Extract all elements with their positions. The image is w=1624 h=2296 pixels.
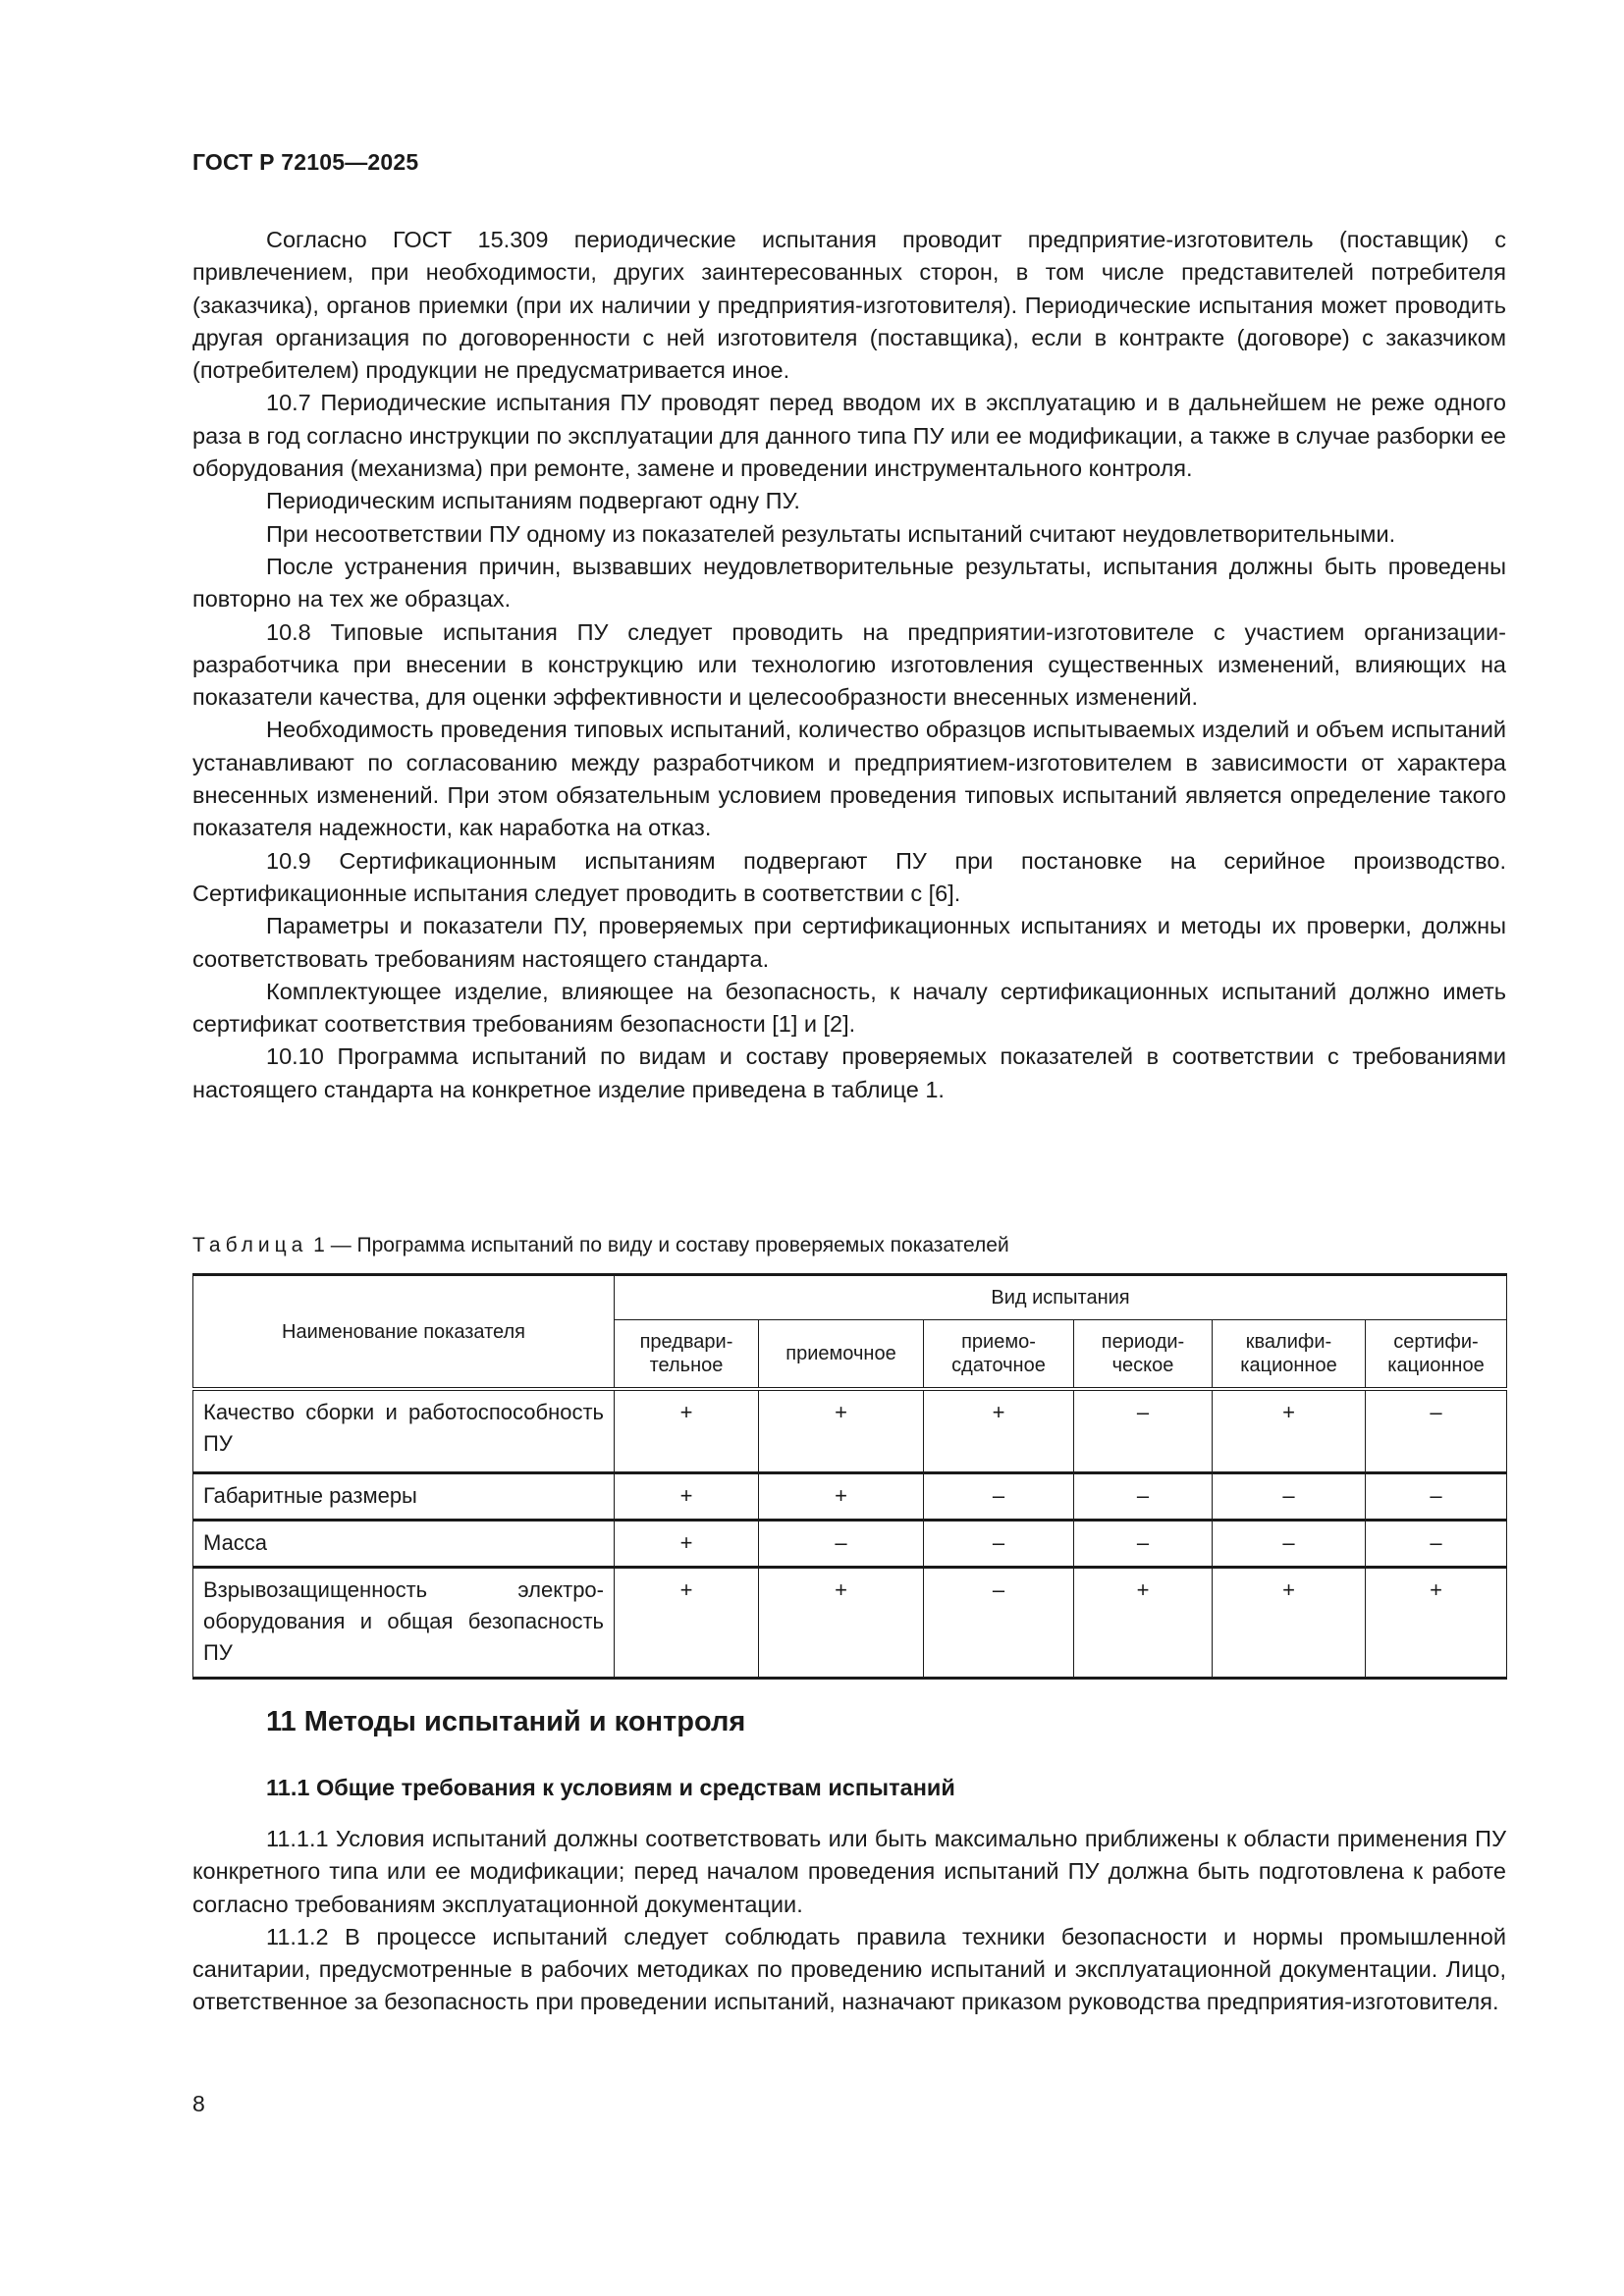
cell: +	[615, 1567, 759, 1678]
cell: +	[615, 1472, 759, 1520]
table-row	[193, 1567, 1507, 1678]
row-name: Габаритные размеры	[193, 1472, 615, 1520]
cell: +	[615, 1389, 759, 1472]
cell: +	[1213, 1567, 1366, 1678]
document-id-header: ГОСТ Р 72105—2025	[192, 149, 419, 175]
column-header: предварительное	[615, 1320, 759, 1390]
column-header: сертификационное	[1366, 1320, 1507, 1390]
cell: –	[1366, 1472, 1507, 1520]
row-name: Масса	[193, 1520, 615, 1567]
table-row	[193, 1520, 1507, 1567]
paragraph: При несоответствии ПУ одному из показателей результаты испытаний считают неудовлетворительными.	[266, 520, 1396, 547]
paragraph-10-10: 10.10 Программа испытаний по видам и составу проверяемых показателей в соответствии с требованиями настоящего стандарта на конкретное изделие приведена в таблице 1.	[192, 1043, 1506, 1102]
table-caption	[192, 1234, 1009, 1257]
cell: +	[759, 1567, 924, 1678]
paragraph: Комплектующее изделие, влияющее на безопасность, к началу сертификационных испытаний должно иметь сертификат соответствия требованиям безопасности [1] и [2].	[192, 978, 1506, 1038]
paragraph-10-7: 10.7 Периодические испытания ПУ проводят перед вводом их в эксплуатацию и в дальнейшем не реже одного раза в год согласно инструкции по эксплуатации для данного типа ПУ или ее модификации, а также в случае разборки ее оборудования (механизма) при ремонте, замене и проведении инструментального контроля.	[192, 390, 1506, 482]
table-row	[193, 1472, 1507, 1520]
paragraph-11-1-2: 11.1.2 В процессе испытаний следует соблюдать правила техники безопасности и нормы промышленной санитарии, предусмотренные в рабочих методиках по проведению испытаний и эксплуатационной документации. Лицо, ответственное за безопасность при проведении испытаний, назначают приказом руководства предприятия-изготовителя.	[192, 1923, 1506, 2015]
row-name: Взрывозащищенность электрооборудования и общая безопасность ПУ	[193, 1567, 615, 1678]
cell: –	[1213, 1520, 1366, 1567]
cell: –	[759, 1520, 924, 1567]
cell: +	[924, 1389, 1074, 1472]
cell: +	[1366, 1567, 1507, 1678]
section-heading-11: 11 Методы испытаний и контроля	[266, 1706, 746, 1737]
cell: –	[1213, 1472, 1366, 1520]
cell: –	[924, 1472, 1074, 1520]
paragraph: После устранения причин, вызвавших неудовлетворительные результаты, испытания должны быть проведены повторно на тех же образцах.	[192, 553, 1506, 613]
body-text	[192, 224, 1506, 1106]
section-11-body	[192, 1823, 1506, 2019]
cell: –	[1366, 1389, 1507, 1472]
column-header-name: Наименование показателя	[193, 1275, 615, 1390]
cell: –	[924, 1520, 1074, 1567]
row-name: Качество сборки и работоспособность ПУ	[193, 1389, 615, 1472]
subsection-heading-11-1: 11.1 Общие требования к условиям и средствам испытаний	[266, 1775, 955, 1800]
cell: –	[924, 1567, 1074, 1678]
cell: +	[759, 1389, 924, 1472]
paragraph: Параметры и показатели ПУ, проверяемых при сертификационных испытаниях и методы их проверки, должны соответствовать требованиям настоящего стандарта.	[192, 913, 1506, 972]
cell: –	[1366, 1520, 1507, 1567]
paragraph: Согласно ГОСТ 15.309 периодические испытания проводит предприятие-изготовитель (поставщик) с привлечением, при необходимости, других заинтересованных сторон, в том числе представителей потребителя (заказчика), органов приемки (при их наличии у предприятия-изготовителя). Периодические испытания может проводить другая организация по договоренности с ней изготовителя (поставщика), если в контракте (договоре) с заказчиком (потребителем) продукции не предусматривается иное.	[192, 227, 1506, 384]
cell: –	[1074, 1520, 1213, 1567]
paragraph: Периодическим испытаниям подвергают одну ПУ.	[266, 488, 800, 514]
test-program-table	[192, 1273, 1507, 1680]
paragraph-10-8: 10.8 Типовые испытания ПУ следует проводить на предприятии-изготовителе с участием организации-разработчика при внесении в конструкцию или технологию изготовления существенных изменений, влияющих на показатели качества, для оценки эффективности и целесообразности внесенных изменений.	[192, 618, 1506, 711]
paragraph: Необходимость проведения типовых испытаний, количество образцов испытываемых изделий и объем испытаний устанавливают по согласованию между разработчиком и предприятием-изготовителем в зависимости от характера внесенных изменений. При этом обязательным условием проведения типовых испытаний является определение такого показателя надежности, как наработка на отказ.	[192, 717, 1506, 841]
table-caption-label: Таблица	[192, 1234, 308, 1256]
cell: –	[1074, 1389, 1213, 1472]
cell: +	[615, 1520, 759, 1567]
page-number: 8	[192, 2091, 205, 2116]
column-header: периодическое	[1074, 1320, 1213, 1390]
column-header: квалификационное	[1213, 1320, 1366, 1390]
cell: +	[1074, 1567, 1213, 1678]
paragraph-11-1-1: 11.1.1 Условия испытаний должны соответствовать или быть максимально приближены к области применения ПУ конкретного типа или ее модификации; перед началом проведения испытаний ПУ должна быть подготовлена к работе согласно требованиям эксплуатационной документации.	[192, 1826, 1506, 1917]
cell: +	[759, 1472, 924, 1520]
cell: +	[1213, 1389, 1366, 1472]
table-caption-title: 1 — Программа испытаний по виду и составу проверяемых показателей	[307, 1234, 1009, 1256]
cell: –	[1074, 1472, 1213, 1520]
column-header: приемочное	[759, 1320, 924, 1390]
paragraph-10-9: 10.9 Сертификационным испытаниям подвергают ПУ при постановке на серийное производство. Сертификационные испытания следует проводить в соответствии с [6].	[192, 847, 1506, 906]
column-header: приемосдаточное	[924, 1320, 1074, 1390]
column-group-header: Вид испытания	[615, 1275, 1507, 1320]
table-row	[193, 1389, 1507, 1472]
